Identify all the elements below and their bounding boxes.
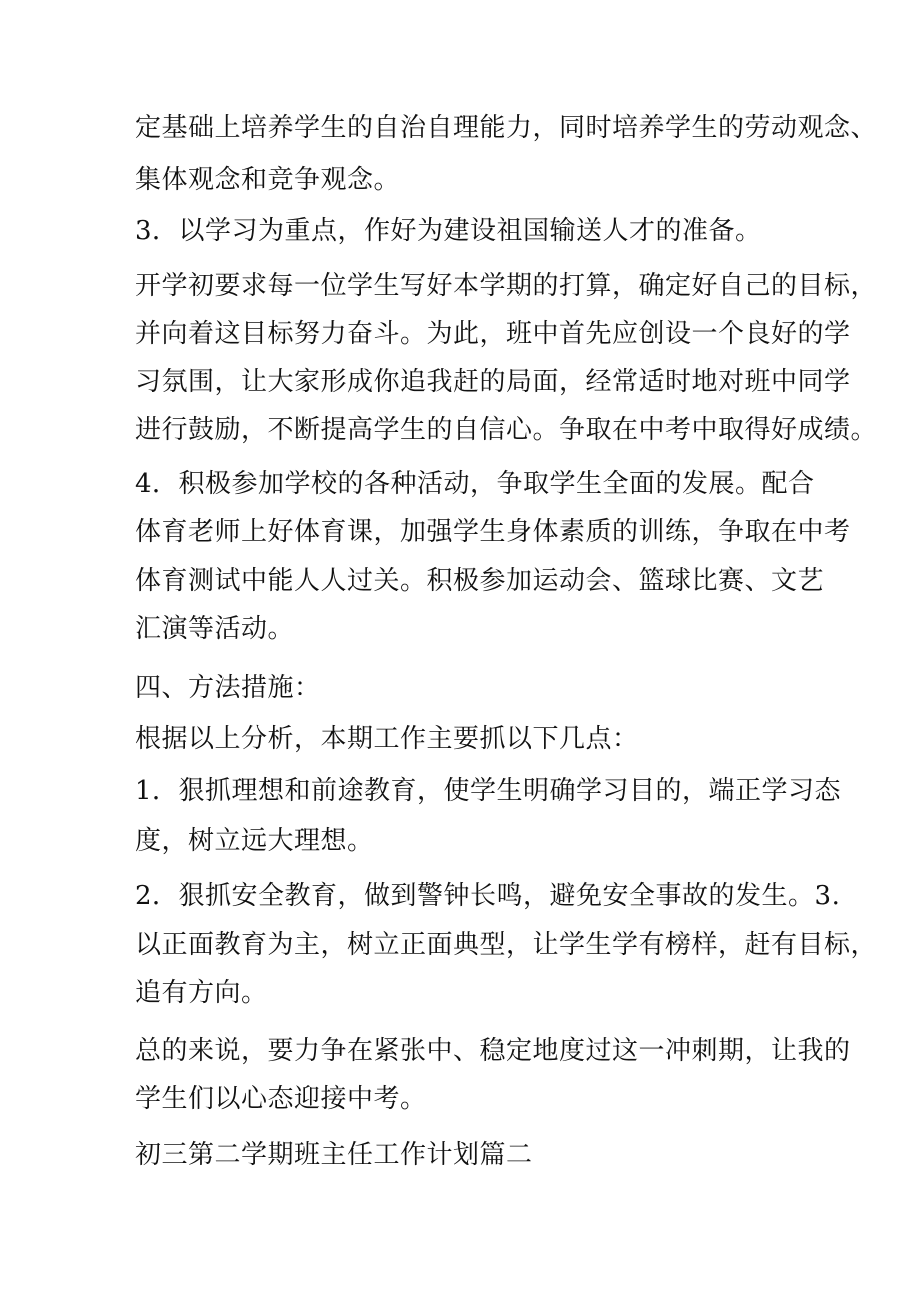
text-line: 并向着这目标努力奋斗。为此，班中首先应创设一个良好的学 — [135, 319, 851, 349]
text-line: 定基础上培养学生的自治自理能力，同时培养学生的劳动观念、 — [135, 113, 878, 143]
text-line: 汇演等活动。 — [135, 614, 295, 644]
text-line: 进行鼓励，不断提高学生的自信心。争取在中考中取得好成绩。 — [135, 415, 878, 445]
text-line: 体育测试中能人人过关。积极参加运动会、篮球比赛、文艺 — [135, 566, 825, 596]
text-line: 总的来说，要力争在紧张中、稳定地度过这一冲刺期，让我的 — [135, 1036, 851, 1066]
text-line: 根据以上分析，本期工作主要抓以下几点： — [135, 724, 639, 754]
text-line: 以正面教育为主，树立正面典型，让学生学有榜样，赶有目标， — [135, 930, 878, 960]
text-line: 学生们以心态迎接中考。 — [135, 1084, 427, 1114]
section-heading: 四、方法措施： — [135, 673, 321, 703]
section-title: 初三第二学期班主任工作计划篇二 — [135, 1140, 533, 1170]
text-line: 习氛围，让大家形成你追我赶的局面，经常适时地对班中同学 — [135, 367, 851, 397]
text-line: 集体观念和竞争观念。 — [135, 165, 401, 195]
text-line: 体育老师上好体育课，加强学生身体素质的训练，争取在中考 — [135, 517, 851, 547]
text-line: 1．狠抓理想和前途教育，使学生明确学习目的，端正学习态 — [135, 776, 842, 806]
text-line: 开学初要求每一位学生写好本学期的打算，确定好自己的目标， — [135, 271, 878, 301]
text-line: 追有方向。 — [135, 978, 268, 1008]
text-line: 2．狠抓安全教育，做到警钟长鸣，避免安全事故的发生。3. — [135, 881, 841, 911]
text-line: 度，树立远大理想。 — [135, 826, 374, 856]
text-line: 4．积极参加学校的各种活动，争取学生全面的发展。配合 — [135, 469, 815, 499]
text-line: 3．以学习为重点，作好为建设祖国输送人才的准备。 — [135, 216, 762, 246]
